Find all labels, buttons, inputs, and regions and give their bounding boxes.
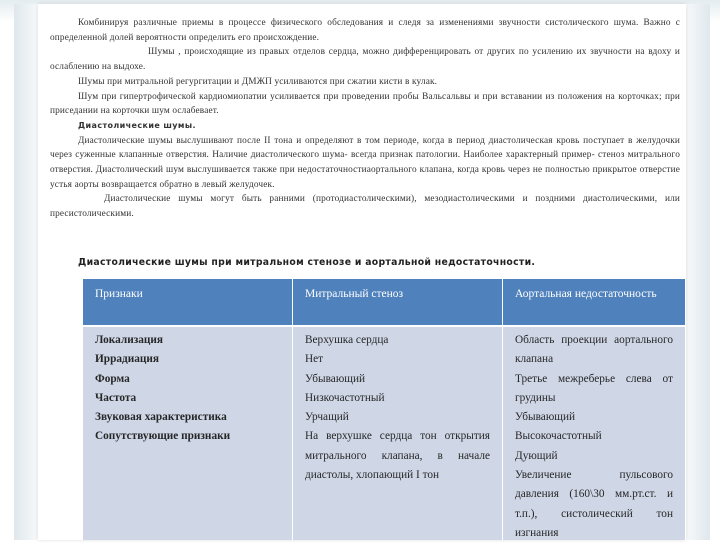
mitral-stenosis-cell (293, 325, 503, 540)
header-cell-features: Признаки (83, 279, 293, 325)
aortic-frequency: Высокочастотный (515, 430, 602, 443)
document-body (50, 16, 680, 222)
mitral-frequency: Низкочастотный (305, 391, 385, 404)
paragraph-3: Шумы при митральной регургитации и ДМЖП усиливаются при сжатии кисти в кулак. (78, 76, 438, 87)
mitral-irradiation: Нет (305, 353, 324, 366)
table-caption: Диастолические шумы при митральном стенозе и аортальной недостаточности. (78, 257, 536, 268)
aortic-sound: Дующий (515, 449, 558, 462)
header-cell-mitral-stenosis: Митральный стеноз (293, 279, 503, 325)
mitral-associated-signs: На верхушке сердца тон открытия митрального клапана, в начале диастолы, хлопающий I тон (305, 430, 490, 482)
mitral-form: Убывающий (305, 372, 366, 385)
feature-label: Сопутствующие признаки (95, 430, 231, 443)
mitral-localization: Верхушка сердца (305, 334, 389, 346)
feature-label: Частота (95, 391, 137, 404)
aortic-form: Убывающий (515, 411, 576, 424)
paragraph-6: Диастолические шумы могут быть ранними (протодиастолическими), мезодиастолическими и поздними диастолическими, или пресистолическими. (50, 194, 680, 220)
feature-label: Звуковая характеристика (95, 411, 227, 424)
paragraph-2: Шумы , происходящие из правых отделов сердца, можно дифференцировать от других по усилению их звучности на вдоху и ослаблению на выдохе. (50, 47, 680, 73)
paragraph-4: Шум при гипертрофической кардиомиопатии усиливается при проведении пробы Вальсальвы и при вставании из положения на корточках; при приседании на корточки шум ослабевает. (50, 91, 680, 117)
header-cell-aortic-insufficiency: Аортальная недостаточность (503, 279, 685, 325)
slide-left-border (14, 4, 38, 540)
feature-label: Иррадиация (95, 353, 160, 366)
aortic-irradiation: Третье межреберье слева от грудины (515, 372, 673, 404)
aortic-associated-signs: Увеличение пульсового давления (160\30 мм.рт.ст. и т.п.), систолический тон изгнания (515, 469, 673, 539)
comparison-table (83, 279, 685, 540)
paragraph-5: Диастолические шумы выслушивают после II тона и определяют в том периоде, когда в период диастолическая кровь поступает в желудочки через суженные клапанные отверстия. Наличие диастолического шума- всегда признак патологии. Наиболее характерный пример- стеноз митрального отверстия. Диастолический шум выслушивается также при недостаточностиаортального клапана, когда кровь через не полностью прикрытое отверстие устья аорты возвращается обратно в левый желудочек. (50, 135, 680, 190)
aortic-insufficiency-cell (503, 325, 685, 540)
section-heading: Диастолические шумы. (78, 120, 196, 130)
feature-label: Локализация (95, 334, 164, 346)
paragraph-1: Комбинируя различные приемы в процессе физического обследования и следя за изменениями звучности систолического шума. Важно с определенной долей вероятности определить его происхождение. (50, 18, 680, 43)
mitral-sound: Урчащий (305, 411, 349, 424)
aortic-localization: Область проекции аортального клапана (515, 334, 673, 366)
feature-label: Форма (95, 372, 130, 385)
slide-right-border (686, 4, 710, 540)
features-cell (83, 325, 293, 540)
